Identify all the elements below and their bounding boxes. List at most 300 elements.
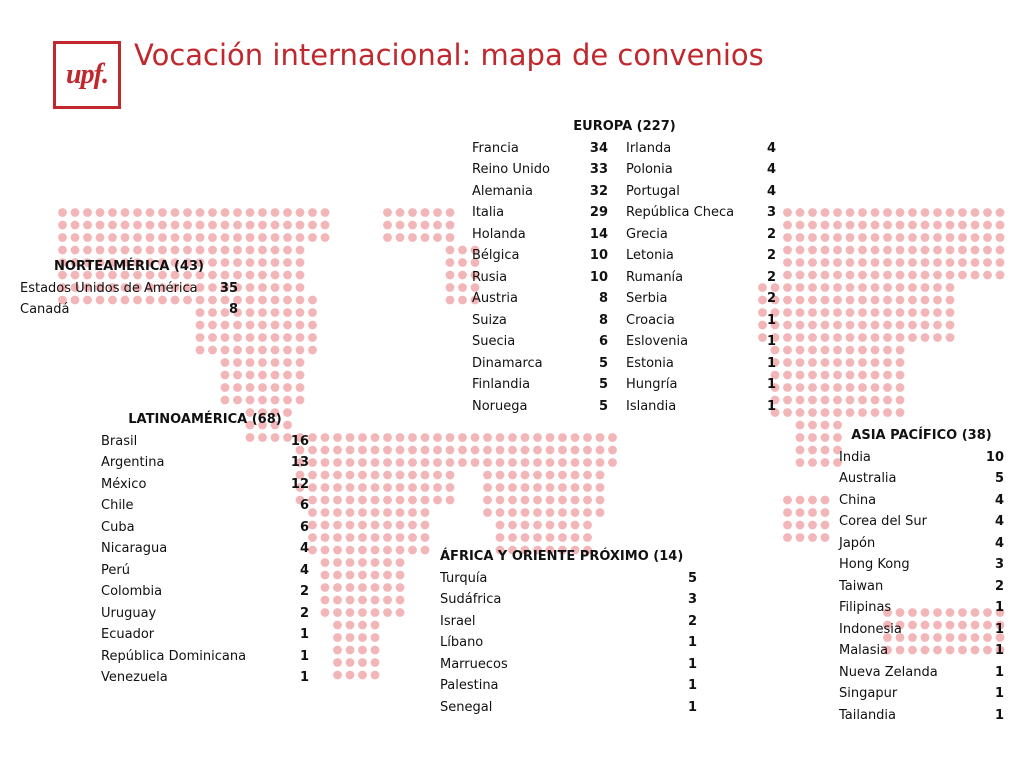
- page-title: Vocación internacional: mapa de convenios: [134, 38, 764, 72]
- map-dot: [946, 258, 955, 267]
- map-dot: [446, 433, 455, 442]
- country-count: 1: [994, 707, 1004, 723]
- map-dot: [996, 246, 1005, 255]
- country-count: 2: [687, 613, 697, 629]
- map-dot: [471, 433, 480, 442]
- map-dot: [546, 496, 555, 505]
- map-dot: [358, 433, 367, 442]
- map-dot: [433, 208, 442, 217]
- map-dot: [796, 358, 805, 367]
- map-dot: [846, 283, 855, 292]
- map-dot: [796, 208, 805, 217]
- map-dot: [871, 408, 880, 417]
- map-dot: [346, 546, 355, 555]
- map-dot: [383, 483, 392, 492]
- map-dot: [371, 558, 380, 567]
- map-dot: [108, 208, 117, 217]
- map-dot: [396, 521, 405, 530]
- country-row: [101, 474, 309, 496]
- map-dot: [808, 258, 817, 267]
- country-row: [440, 632, 697, 654]
- map-dot: [921, 321, 930, 330]
- map-dot: [496, 433, 505, 442]
- map-dot: [821, 308, 830, 317]
- country-name: Argentina: [101, 455, 165, 470]
- map-dot: [283, 383, 292, 392]
- country-count: 4: [994, 535, 1004, 551]
- map-dot: [571, 483, 580, 492]
- map-dot: [421, 458, 430, 467]
- map-dot: [321, 496, 330, 505]
- map-dot: [446, 246, 455, 255]
- country-name: Alemania: [472, 183, 533, 199]
- map-dot: [558, 496, 567, 505]
- map-dot: [433, 458, 442, 467]
- country-row: [839, 533, 1004, 555]
- map-dot: [296, 283, 305, 292]
- map-dot: [233, 383, 242, 392]
- map-dot: [171, 246, 180, 255]
- map-dot: [558, 471, 567, 480]
- map-dot: [833, 258, 842, 267]
- map-dot: [396, 558, 405, 567]
- map-dot: [258, 383, 267, 392]
- map-dot: [358, 533, 367, 542]
- map-dot: [858, 233, 867, 242]
- map-dot: [896, 258, 905, 267]
- country-row: [839, 683, 1004, 705]
- region-asia-pacifico: [839, 425, 1004, 726]
- country-row: [839, 640, 1004, 662]
- map-dot: [458, 271, 467, 280]
- map-dot: [321, 583, 330, 592]
- country-name: Noruega: [472, 398, 528, 414]
- map-dot: [896, 321, 905, 330]
- country-row: [472, 181, 608, 203]
- map-dot: [258, 258, 267, 267]
- map-dot: [858, 383, 867, 392]
- map-dot: [271, 271, 280, 280]
- map-dot: [171, 221, 180, 230]
- map-dot: [996, 233, 1005, 242]
- map-dot: [971, 246, 980, 255]
- map-dot: [258, 208, 267, 217]
- map-dot: [283, 271, 292, 280]
- map-dot: [546, 483, 555, 492]
- map-dot: [321, 596, 330, 605]
- map-dot: [896, 308, 905, 317]
- country-count: 3: [994, 557, 1004, 572]
- map-dot: [883, 371, 892, 380]
- country-name: Nicaragua: [101, 541, 168, 556]
- map-dot: [346, 471, 355, 480]
- map-dot: [283, 283, 292, 292]
- map-dot: [583, 483, 592, 492]
- map-dot: [583, 533, 592, 542]
- map-dot: [246, 346, 255, 355]
- map-dot: [821, 296, 830, 305]
- map-dot: [308, 521, 317, 530]
- map-dot: [883, 396, 892, 405]
- map-dot: [933, 333, 942, 342]
- map-dot: [558, 521, 567, 530]
- map-dot: [321, 508, 330, 517]
- map-dot: [246, 296, 255, 305]
- map-dot: [196, 333, 205, 342]
- map-dot: [846, 396, 855, 405]
- map-dot: [383, 496, 392, 505]
- country-name: Croacia: [626, 312, 675, 328]
- map-dot: [371, 646, 380, 655]
- map-dot: [833, 396, 842, 405]
- country-name: Eslovenia: [626, 334, 689, 349]
- map-dot: [233, 371, 242, 380]
- map-dot: [371, 483, 380, 492]
- map-dot: [446, 283, 455, 292]
- map-dot: [183, 233, 192, 242]
- country-row: [20, 278, 238, 300]
- map-dot: [383, 458, 392, 467]
- country-row: [472, 138, 608, 160]
- map-dot: [183, 246, 192, 255]
- map-dot: [783, 508, 792, 517]
- country-name: Senegal: [440, 699, 493, 715]
- map-dot: [846, 271, 855, 280]
- map-dot: [571, 471, 580, 480]
- country-row: [101, 431, 309, 453]
- map-dot: [796, 283, 805, 292]
- map-dot: [283, 208, 292, 217]
- country-count: 4: [299, 541, 309, 556]
- map-dot: [946, 283, 955, 292]
- country-count: 3: [766, 205, 776, 220]
- map-dot: [246, 321, 255, 330]
- map-dot: [833, 408, 842, 417]
- country-count: 5: [598, 398, 608, 414]
- map-dot: [508, 521, 517, 530]
- map-dot: [483, 471, 492, 480]
- map-dot: [308, 233, 317, 242]
- map-dot: [308, 446, 317, 455]
- map-dot: [283, 246, 292, 255]
- map-dot: [408, 233, 417, 242]
- map-dot: [821, 446, 830, 455]
- country-row: [440, 654, 697, 676]
- country-row: [626, 267, 776, 289]
- country-count: 10: [985, 449, 1004, 465]
- map-dot: [246, 333, 255, 342]
- map-dot: [121, 221, 130, 230]
- map-dot: [971, 233, 980, 242]
- country-name: Malasia: [839, 643, 889, 658]
- map-dot: [496, 533, 505, 542]
- map-dot: [433, 221, 442, 230]
- country-count: 1: [766, 355, 776, 371]
- map-dot: [496, 458, 505, 467]
- map-dot: [258, 371, 267, 380]
- map-dot: [933, 296, 942, 305]
- map-dot: [858, 346, 867, 355]
- country-name: Islandia: [626, 398, 677, 414]
- map-dot: [358, 546, 367, 555]
- upf-logo: upf.: [53, 41, 121, 109]
- map-dot: [321, 608, 330, 617]
- map-dot: [521, 433, 530, 442]
- map-dot: [333, 608, 342, 617]
- map-dot: [846, 308, 855, 317]
- map-dot: [358, 471, 367, 480]
- map-dot: [333, 671, 342, 680]
- map-dot: [596, 508, 605, 517]
- map-dot: [596, 458, 605, 467]
- map-dot: [146, 246, 155, 255]
- map-dot: [783, 308, 792, 317]
- map-dot: [796, 246, 805, 255]
- map-dot: [371, 533, 380, 542]
- map-dot: [296, 258, 305, 267]
- map-dot: [783, 296, 792, 305]
- map-dot: [396, 208, 405, 217]
- map-dot: [833, 321, 842, 330]
- country-count: 1: [994, 621, 1004, 637]
- map-dot: [521, 533, 530, 542]
- map-dot: [433, 471, 442, 480]
- map-dot: [846, 371, 855, 380]
- map-dot: [921, 296, 930, 305]
- map-dot: [246, 283, 255, 292]
- map-dot: [796, 221, 805, 230]
- country-name: Colombia: [101, 584, 163, 599]
- map-dot: [333, 571, 342, 580]
- map-dot: [508, 533, 517, 542]
- map-dot: [521, 521, 530, 530]
- map-dot: [921, 333, 930, 342]
- map-dot: [533, 521, 542, 530]
- country-row: [839, 597, 1004, 619]
- map-dot: [596, 471, 605, 480]
- map-dot: [608, 433, 617, 442]
- map-dot: [808, 221, 817, 230]
- country-name: Rumanía: [626, 269, 684, 285]
- map-dot: [221, 221, 230, 230]
- region-header: EUROPA (227): [573, 119, 676, 134]
- map-dot: [146, 233, 155, 242]
- map-dot: [908, 208, 917, 217]
- map-dot: [346, 646, 355, 655]
- country-row: [101, 581, 309, 603]
- map-dot: [971, 271, 980, 280]
- map-dot: [133, 208, 142, 217]
- map-dot: [921, 258, 930, 267]
- map-dot: [71, 233, 80, 242]
- map-dot: [208, 233, 217, 242]
- country-row: [101, 517, 309, 539]
- map-dot: [846, 321, 855, 330]
- map-dot: [796, 421, 805, 430]
- map-dot: [333, 496, 342, 505]
- map-dot: [908, 271, 917, 280]
- map-dot: [296, 346, 305, 355]
- map-dot: [196, 346, 205, 355]
- map-dot: [808, 346, 817, 355]
- country-row: [839, 705, 1004, 727]
- map-dot: [408, 208, 417, 217]
- map-dot: [821, 408, 830, 417]
- map-dot: [346, 496, 355, 505]
- map-dot: [233, 208, 242, 217]
- map-dot: [321, 208, 330, 217]
- country-count: 4: [994, 514, 1004, 529]
- map-dot: [833, 246, 842, 255]
- map-dot: [396, 233, 405, 242]
- map-dot: [96, 246, 105, 255]
- map-dot: [108, 246, 117, 255]
- map-dot: [908, 321, 917, 330]
- country-row: [839, 554, 1004, 576]
- map-dot: [271, 296, 280, 305]
- map-dot: [396, 608, 405, 617]
- map-dot: [371, 546, 380, 555]
- country-count: 10: [589, 269, 608, 285]
- map-dot: [308, 308, 317, 317]
- map-dot: [458, 296, 467, 305]
- map-dot: [921, 308, 930, 317]
- map-dot: [946, 246, 955, 255]
- map-dot: [808, 533, 817, 542]
- map-dot: [558, 508, 567, 517]
- map-dot: [846, 246, 855, 255]
- map-dot: [383, 608, 392, 617]
- country-name: Francia: [472, 140, 519, 156]
- map-dot: [283, 396, 292, 405]
- map-dot: [308, 471, 317, 480]
- map-dot: [358, 571, 367, 580]
- map-dot: [146, 221, 155, 230]
- map-dot: [833, 346, 842, 355]
- map-dot: [821, 521, 830, 530]
- map-dot: [258, 333, 267, 342]
- map-dot: [546, 533, 555, 542]
- map-dot: [983, 271, 992, 280]
- map-dot: [833, 208, 842, 217]
- map-dot: [346, 533, 355, 542]
- map-dot: [421, 508, 430, 517]
- map-dot: [833, 308, 842, 317]
- map-dot: [283, 321, 292, 330]
- map-dot: [946, 208, 955, 217]
- map-dot: [421, 521, 430, 530]
- map-dot: [821, 396, 830, 405]
- region-europa: [472, 116, 777, 417]
- map-dot: [933, 258, 942, 267]
- map-dot: [321, 483, 330, 492]
- map-dot: [458, 258, 467, 267]
- map-dot: [796, 446, 805, 455]
- country-count: 10: [589, 248, 608, 263]
- map-dot: [883, 333, 892, 342]
- map-dot: [483, 496, 492, 505]
- map-dot: [346, 558, 355, 567]
- map-dot: [208, 208, 217, 217]
- map-dot: [508, 508, 517, 517]
- map-dot: [383, 546, 392, 555]
- map-dot: [858, 208, 867, 217]
- country-row: [101, 646, 309, 668]
- map-dot: [246, 246, 255, 255]
- map-dot: [496, 496, 505, 505]
- map-dot: [408, 483, 417, 492]
- map-dot: [783, 246, 792, 255]
- map-dot: [258, 283, 267, 292]
- map-dot: [83, 208, 92, 217]
- map-dot: [358, 558, 367, 567]
- map-dot: [71, 246, 80, 255]
- map-dot: [171, 233, 180, 242]
- map-dot: [821, 458, 830, 467]
- map-dot: [858, 221, 867, 230]
- map-dot: [858, 333, 867, 342]
- map-dot: [921, 208, 930, 217]
- map-dot: [408, 546, 417, 555]
- map-dot: [246, 208, 255, 217]
- map-dot: [883, 221, 892, 230]
- country-name: Palestina: [440, 678, 499, 693]
- map-dot: [283, 233, 292, 242]
- map-dot: [546, 433, 555, 442]
- map-dot: [408, 221, 417, 230]
- map-dot: [396, 433, 405, 442]
- map-dot: [521, 496, 530, 505]
- map-dot: [571, 533, 580, 542]
- map-dot: [808, 446, 817, 455]
- map-dot: [558, 483, 567, 492]
- map-dot: [446, 458, 455, 467]
- country-count: 5: [598, 355, 608, 371]
- country-row: [626, 374, 776, 396]
- map-dot: [446, 483, 455, 492]
- map-dot: [846, 221, 855, 230]
- country-count: 2: [299, 605, 309, 621]
- map-dot: [833, 383, 842, 392]
- country-name: Tailandia: [839, 707, 897, 723]
- map-dot: [996, 221, 1005, 230]
- map-dot: [908, 283, 917, 292]
- map-dot: [296, 358, 305, 367]
- country-count: 1: [994, 643, 1004, 658]
- map-dot: [171, 208, 180, 217]
- map-dot: [283, 296, 292, 305]
- map-dot: [308, 483, 317, 492]
- country-name: Dinamarca: [472, 355, 543, 371]
- map-dot: [958, 208, 967, 217]
- map-dot: [946, 308, 955, 317]
- map-dot: [208, 221, 217, 230]
- country-row: [626, 396, 776, 418]
- country-row: [626, 224, 776, 246]
- map-dot: [971, 258, 980, 267]
- map-dot: [371, 621, 380, 630]
- map-dot: [783, 208, 792, 217]
- region-header: NORTEAMÉRICA (43): [54, 259, 204, 274]
- map-dot: [146, 208, 155, 217]
- map-dot: [808, 358, 817, 367]
- map-dot: [158, 208, 167, 217]
- map-dot: [808, 296, 817, 305]
- map-dot: [196, 233, 205, 242]
- map-dot: [783, 333, 792, 342]
- map-dot: [383, 583, 392, 592]
- map-dot: [808, 496, 817, 505]
